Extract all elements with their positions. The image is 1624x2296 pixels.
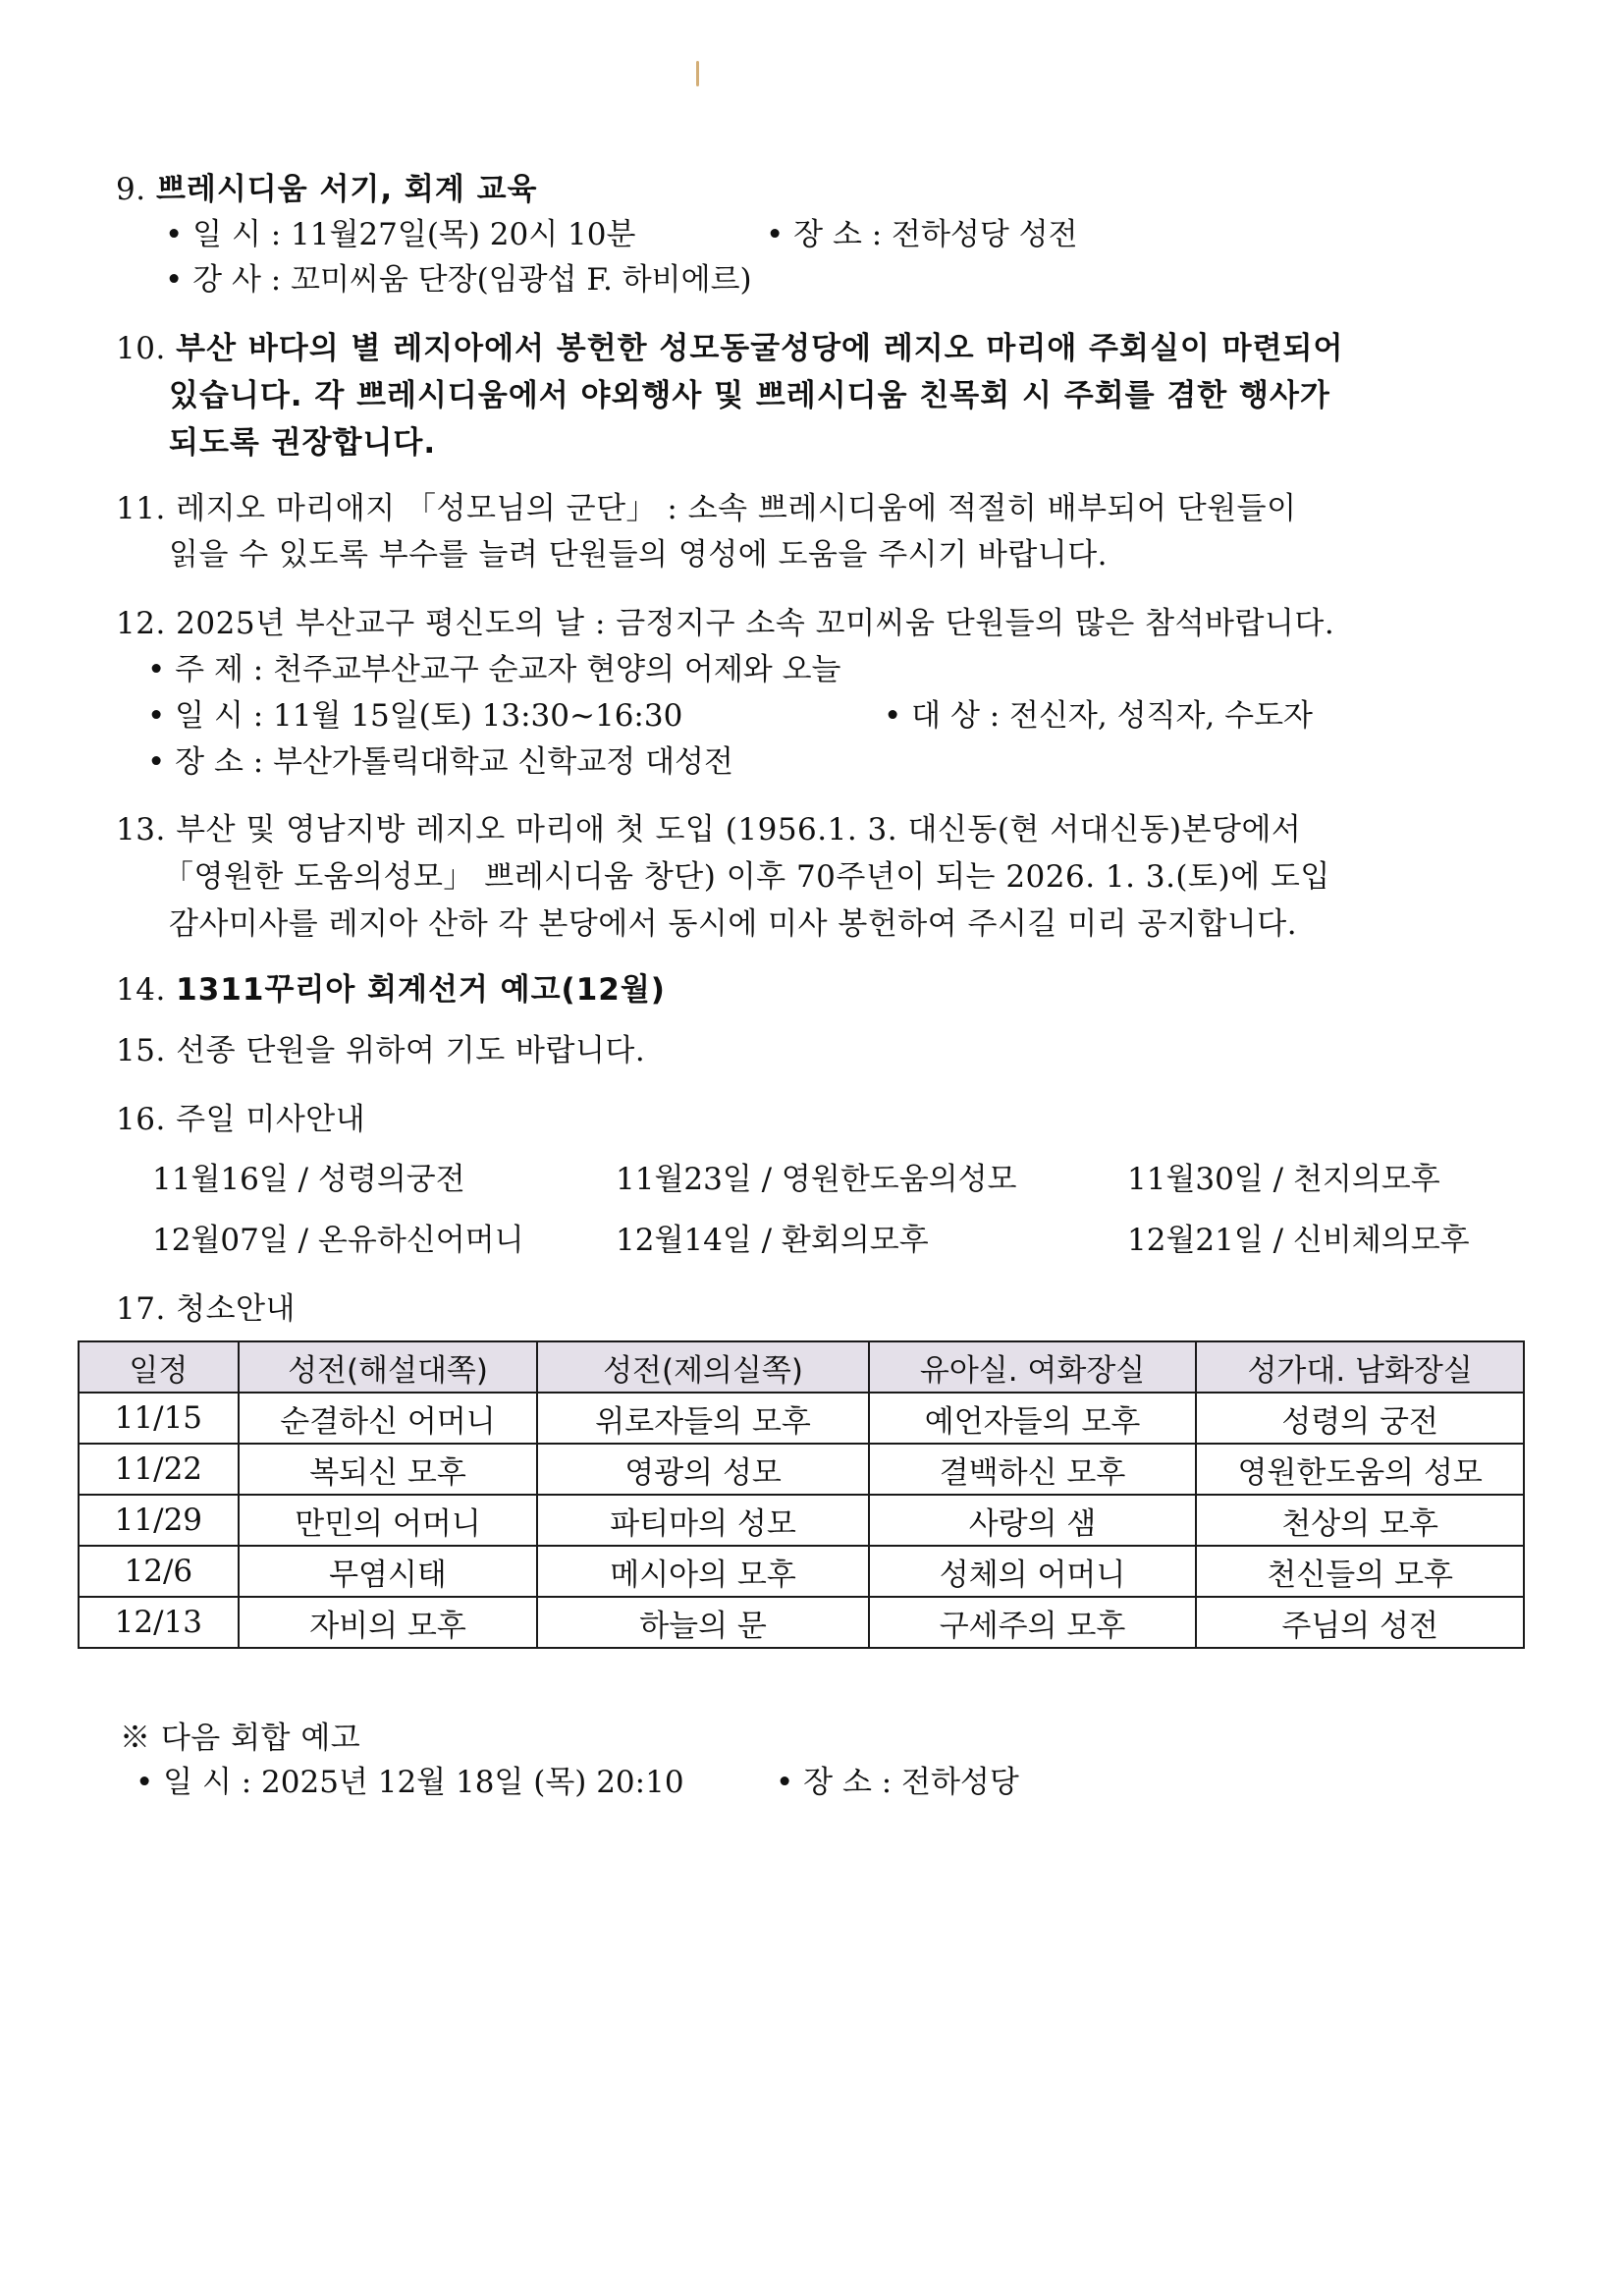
next-meeting-title: ※ 다음 회합 예고 <box>120 1721 361 1756</box>
mass-item: 11월23일 / 영원한도움의성모 <box>616 1162 1017 1197</box>
table-cell: 위로자들의 모후 <box>537 1393 868 1444</box>
item-9-heading <box>116 172 538 207</box>
table-cell: 영광의 성모 <box>537 1444 868 1495</box>
item-13-line-3: 감사미사를 레지아 산하 각 본당에서 동시에 미사 봉헌하여 주시길 미리 공지합니다. <box>169 906 1298 942</box>
table-cell-date: 11/15 <box>79 1393 239 1444</box>
table-row <box>79 1393 1524 1444</box>
item-number: 14. <box>116 972 166 1008</box>
item-10-line-3: 되도록 권장합니다. <box>169 425 437 461</box>
table-cell: 메시아의 모후 <box>537 1546 868 1597</box>
item-number: 15. <box>116 1033 166 1068</box>
table-cell: 예언자들의 모후 <box>869 1393 1197 1444</box>
table-cell: 영원한도움의 성모 <box>1196 1444 1524 1495</box>
item-14: 14. 1311꾸리아 회계선거 예고(12월) <box>116 972 666 1008</box>
table-cell: 자비의 모후 <box>239 1597 538 1648</box>
item-11-line-1: 11. 레지오 마리애지 「성모님의 군단」 : 소속 쁘레시디움에 적절히 배부되어 단원들이 <box>116 491 1297 526</box>
table-cell: 구세주의 모후 <box>869 1597 1197 1648</box>
item-number: 17. <box>116 1291 166 1327</box>
table-cell: 복되신 모후 <box>239 1444 538 1495</box>
item-number: 10. <box>116 331 166 366</box>
item-number: 9. <box>116 172 146 207</box>
item-12-heading: 12. 2025년 부산교구 평신도의 날 : 금정지구 소속 꼬미씨움 단원들의 많은 참석바랍니다. <box>116 606 1335 641</box>
mass-item: 12월21일 / 신비체의모후 <box>1127 1223 1470 1258</box>
table-row <box>79 1495 1524 1546</box>
mass-item: 11월16일 / 성령의궁전 <box>152 1162 465 1197</box>
item-12-target: • 대 상 : 전신자, 성직자, 수도자 <box>884 698 1313 734</box>
table-cell: 성체의 어머니 <box>869 1546 1197 1597</box>
item-title: 쁘레시디움 서기, 회계 교육 <box>155 172 538 207</box>
item-17-heading: 17. 청소안내 <box>116 1291 296 1327</box>
mass-item: 11월30일 / 천지의모후 <box>1127 1162 1440 1197</box>
item-number: 12. <box>116 606 166 641</box>
table-cell-date: 11/22 <box>79 1444 239 1495</box>
item-9-date: • 일 시 : 11월27일(목) 20시 10분 <box>165 217 636 252</box>
table-row <box>79 1546 1524 1597</box>
table-cell-date: 12/13 <box>79 1597 239 1648</box>
scan-artifact <box>696 61 699 86</box>
table-cell: 순결하신 어머니 <box>239 1393 538 1444</box>
item-12-theme: • 주 제 : 천주교부산교구 순교자 현양의 어제와 오늘 <box>147 652 841 687</box>
table-row <box>79 1597 1524 1648</box>
item-number: 13. <box>116 812 166 847</box>
item-13-line-1: 13. 부산 및 영남지방 레지오 마리애 첫 도입 (1956.1. 3. 대신동(현 서대신동)본당에서 <box>116 812 1302 847</box>
table-cell: 하늘의 문 <box>537 1597 868 1648</box>
table-header-row <box>79 1341 1524 1393</box>
cleaning-schedule-table <box>78 1340 1525 1649</box>
table-cell: 무염시태 <box>239 1546 538 1597</box>
table-cell-date: 11/29 <box>79 1495 239 1546</box>
item-10-line-2: 있습니다. 각 쁘레시디움에서 야외행사 및 쁘레시디움 친목회 시 주회를 겸한 행사가 <box>169 378 1330 413</box>
item-9-lecturer: • 강 사 : 꼬미씨움 단장(임광섭 F. 하비에르) <box>165 262 752 298</box>
table-cell: 사랑의 샘 <box>869 1495 1197 1546</box>
item-13-line-2: 「영원한 도움의성모」 쁘레시디움 창단) 이후 70주년이 되는 2026. 1. 3.(토)에 도입 <box>163 859 1330 895</box>
table-cell: 천신들의 모후 <box>1196 1546 1524 1597</box>
item-10-line-1: 10. 부산 바다의 별 레지아에서 봉헌한 성모동굴성당에 레지오 마리애 주회실이 마련되어 <box>116 331 1344 366</box>
item-number: 11. <box>116 491 166 526</box>
next-meeting-place: • 장 소 : 전하성당 <box>776 1765 1019 1800</box>
column-header: 성가대. 남화장실 <box>1196 1341 1524 1393</box>
item-9-place: • 장 소 : 전하성당 성전 <box>766 217 1078 252</box>
item-12-date: • 일 시 : 11월 15일(토) 13:30~16:30 <box>147 698 683 734</box>
item-number: 16. <box>116 1102 166 1137</box>
table-cell: 주님의 성전 <box>1196 1597 1524 1648</box>
item-16-heading: 16. 주일 미사안내 <box>116 1102 366 1137</box>
mass-item: 12월14일 / 환회의모후 <box>616 1223 929 1258</box>
mass-item: 12월07일 / 온유하신어머니 <box>152 1223 524 1258</box>
column-header: 유아실. 여화장실 <box>869 1341 1197 1393</box>
table-cell: 결백하신 모후 <box>869 1444 1197 1495</box>
next-meeting-date: • 일 시 : 2025년 12월 18일 (목) 20:10 <box>135 1765 684 1800</box>
table-cell-date: 12/6 <box>79 1546 239 1597</box>
item-12-place: • 장 소 : 부산가톨릭대학교 신학교정 대성전 <box>147 744 733 780</box>
column-header: 성전(제의실쪽) <box>537 1341 868 1393</box>
table-cell: 천상의 모후 <box>1196 1495 1524 1546</box>
item-11-line-2: 읽을 수 있도록 부수를 늘려 단원들의 영성에 도움을 주시기 바랍니다. <box>169 537 1109 573</box>
table-cell: 파티마의 성모 <box>537 1495 868 1546</box>
column-header: 성전(해설대쪽) <box>239 1341 538 1393</box>
table-cell: 성령의 궁전 <box>1196 1393 1524 1444</box>
table-cell: 만민의 어머니 <box>239 1495 538 1546</box>
item-15: 15. 선종 단원을 위하여 기도 바랍니다. <box>116 1033 646 1068</box>
column-header: 일정 <box>79 1341 239 1393</box>
table-row <box>79 1444 1524 1495</box>
